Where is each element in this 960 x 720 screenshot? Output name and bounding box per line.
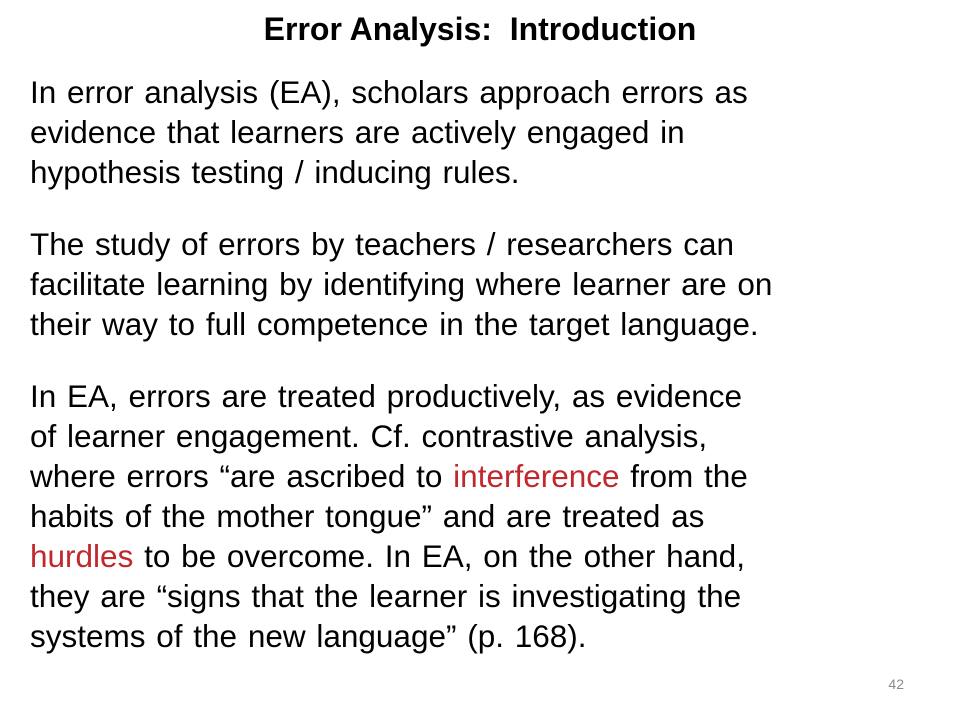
text-line bbox=[30, 456, 955, 496]
text-line: hypothesis testing / inducing rules. bbox=[30, 154, 520, 190]
text-segment: from the bbox=[619, 458, 748, 494]
paragraph-error-analysis-definition bbox=[30, 72, 955, 192]
text-line: their way to full competence in the target language. bbox=[30, 306, 759, 342]
slide-title: Error Analysis: Introduction bbox=[263, 11, 697, 47]
text-line: In EA, errors are treated productively, as evidence bbox=[30, 378, 743, 414]
paragraph-contrastive-analysis bbox=[30, 376, 955, 656]
text-line: habits of the mother tongue” and are treated as bbox=[30, 498, 705, 534]
text-line: The study of errors by teachers / researchers can bbox=[30, 226, 735, 262]
text-segment: to be overcome. In EA, on the other hand, bbox=[133, 538, 745, 574]
text-line bbox=[30, 536, 955, 576]
highlight-hurdles: hurdles bbox=[30, 538, 134, 574]
text-line: In error analysis (EA), scholars approach errors as bbox=[30, 74, 748, 110]
text-segment: where errors “are ascribed to bbox=[30, 458, 454, 494]
highlight-interference: interference bbox=[453, 458, 620, 494]
text-line: facilitate learning by identifying where learner are on bbox=[30, 266, 773, 302]
text-line: evidence that learners are actively engaged in bbox=[30, 114, 685, 150]
text-line: of learner engagement. Cf. contrastive analysis, bbox=[30, 418, 708, 454]
paragraph-study-of-errors bbox=[30, 224, 955, 344]
slide-number: 42 bbox=[888, 676, 904, 692]
text-line: they are “signs that the learner is investigating the bbox=[30, 578, 742, 614]
text-line: systems of the new language” (p. 168). bbox=[30, 618, 587, 654]
